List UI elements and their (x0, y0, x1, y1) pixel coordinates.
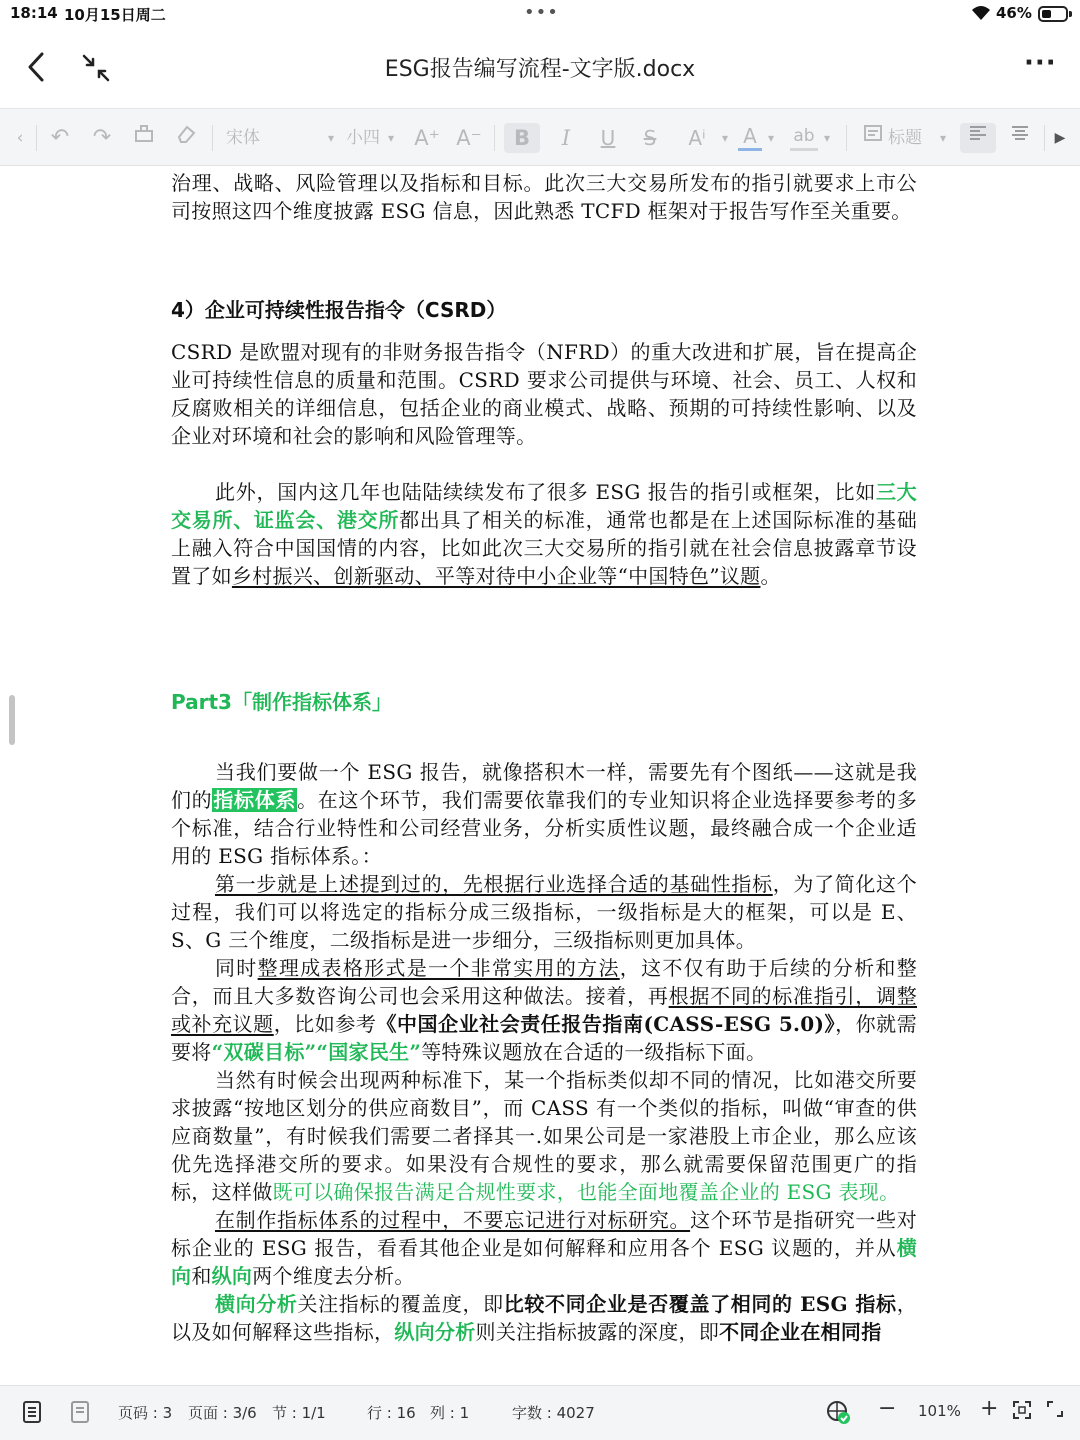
more-options-icon[interactable]: ··· (1024, 48, 1057, 78)
page-code: 页码 : 3 (118, 1404, 173, 1422)
text-effect-icon[interactable]: Aⁱ (688, 126, 706, 150)
align-left-icon[interactable] (960, 123, 996, 153)
bold-icon[interactable]: B (504, 123, 540, 153)
column-indicator: 列 : 1 (430, 1404, 470, 1422)
heading-csrd: 4）企业可持续性报告指令（CSRD） (171, 298, 507, 322)
paragraph-tcfd: 治理、战略、风险管理以及指标和目标。此次三大交易所发布的指引就要求上市公司按照这四个维度披露 ESG 信息，因此熟悉 TCFD 框架对于报告写作至关重要。 (171, 171, 917, 223)
eraser-icon[interactable] (172, 123, 200, 153)
globe-check-icon[interactable] (826, 1400, 852, 1430)
outline-icon[interactable] (22, 1400, 42, 1428)
style-select[interactable]: 标题 (888, 128, 922, 148)
status-date: 10月15日周二 (64, 6, 166, 24)
battery-percent: 46% (996, 4, 1032, 22)
battery-icon (1038, 6, 1068, 22)
document-title: ESG报告编写流程-文字版.docx (384, 57, 696, 82)
style-icon[interactable] (862, 123, 884, 153)
back-icon[interactable] (22, 50, 52, 84)
page-view-icon[interactable] (70, 1400, 90, 1428)
italic-icon[interactable]: I (561, 126, 571, 150)
highlighted-indicator-system: 指标体系 (213, 788, 297, 812)
status-time: 18:14 (10, 4, 58, 22)
highlight-icon[interactable]: ab (790, 123, 818, 151)
align-center-icon[interactable] (1006, 123, 1034, 153)
scroll-right-icon[interactable]: ▶ (1054, 130, 1066, 146)
page-indicator: 页面 : 3/6 (188, 1404, 257, 1422)
document-page (0, 167, 1080, 1385)
font-size-select[interactable]: 小四 (346, 128, 380, 148)
redo-icon[interactable]: ↷ (92, 125, 112, 150)
zoom-in-icon[interactable]: + (980, 1396, 999, 1421)
undo-icon[interactable]: ↶ (50, 125, 70, 150)
increase-font-icon[interactable]: A⁺ (414, 126, 440, 150)
highlight-exchanges: 三大交易所、证监会、港交所 (171, 480, 917, 532)
zoom-level: 101% (918, 1402, 961, 1420)
multitask-dots-icon[interactable]: ••• (524, 2, 559, 23)
highlight-dropdown-icon[interactable]: ▾ (823, 131, 831, 145)
font-color-dropdown-icon[interactable]: ▾ (767, 131, 775, 145)
wifi-icon (970, 4, 992, 26)
font-color-icon[interactable]: A (738, 123, 762, 151)
text-effect-dropdown-icon[interactable]: ▾ (721, 131, 729, 145)
format-toolbar (0, 108, 1080, 166)
status-bottom-bar (0, 1385, 1080, 1440)
collapse-icon[interactable] (80, 52, 112, 84)
font-size-dropdown-icon[interactable]: ▾ (387, 131, 395, 145)
part3-heading: Part3「制作指标体系」 (171, 690, 392, 714)
zoom-out-icon[interactable]: − (878, 1396, 897, 1421)
style-dropdown-icon[interactable]: ▾ (939, 131, 947, 145)
fit-screen-icon[interactable] (1012, 1400, 1032, 1424)
document-area[interactable] (0, 167, 1080, 1385)
word-count: 字数 : 4027 (512, 1404, 595, 1422)
format-painter-icon[interactable] (130, 123, 158, 153)
line-indicator: 行 : 16 (367, 1404, 416, 1422)
underline-icon[interactable]: U (600, 126, 616, 150)
font-name-dropdown-icon[interactable]: ▾ (327, 131, 335, 145)
title-bar (0, 28, 1080, 106)
paragraph-domestic: 此外，国内这几年也陆陆续续发布了很多 ESG 报告的指引或框架，比如三大交易所、证监会、港交所都出具了相关的标准，通常也都是在上述国际标准的基础上融入符合中国国情的内容，比如此次三大交易所的指引就在社会信息披露章节设置了如乡村振兴、创新驱动、平等对待中小企业等“中国特色”议题。 (171, 480, 917, 588)
vertical-scrollbar[interactable] (9, 695, 15, 745)
paragraph-indicator-system: 当我们要做一个 ESG 报告，就像搭积木一样，需要先有个图纸——这就是我们的指标体系。在这个环节，我们需要依靠我们的专业知识将企业选择要参考的多个标准，结合行业特性和公司经营业务，分析实质性议题，最终融合成一个企业适用的 ESG 指标体系。： 第一步就是上述提到过的，先根据行业选择合适的基础性指标，为了简化这个过程，我们可以将选定的指标分成三级指标，一级指标是大的框架，可以是 E、S、G 三个维度，二级指标是进一步细分，三级指标则更加具体。 同时整理成表格形式是一个非常实用的方法，这不仅有助于后续的分析和整合，而且大多数咨询公司也会采用这种做法。接着，再根据不同的标准指引，调整或补充议题，比如参考《中国企业社会责任报告指南(CASS-ESG 5.0)》，你就需要将“双碳目标”“国家民生”等特殊议题放在合适的一级指标下面。 当然有时候会出现两种标准下，某一个指标类似却不同的情况，比如港交所要求披露“按地区划分的供应商数目”，而 CASS 有一个类似的指标，叫做“审查的供应商数量”，有时候我们需要二者择其一.如果公司是一家港股上市企业，那么应该优先选择港交所的要求。如果没有合规性的要求，那么就需要保留范围更广的指标，这样做既可以确保报告满足合规性要求，也能全面地覆盖企业的 ESG 表现。 在制作指标体系的过程中，不要忘记进行对标研究。这个环节是指研究一些对标企业的 ESG 报告，看看其他企业是如何解释和应用各个 ESG 议题的，并从横向和纵向两个维度去分析。 横向分析关注指标的覆盖度，即比较不同企业是否覆盖了相同的 ESG 指标，以及如何解释这些指标，纵向分析则关注指标披露的深度，即不同企业在相同指 (171, 760, 918, 1344)
underlined-topics: 乡村振兴、创新驱动、平等对待中小企业等“中国特色”议题 (231, 564, 761, 588)
strikethrough-icon[interactable]: S (643, 126, 657, 150)
fullscreen-icon[interactable] (1046, 1400, 1064, 1422)
scroll-left-icon[interactable]: ‹ (16, 128, 24, 148)
decrease-font-icon[interactable]: A⁻ (456, 126, 482, 150)
section-indicator: 节 : 1/1 (272, 1404, 326, 1422)
font-name-select[interactable]: 宋体 (226, 128, 260, 148)
paragraph-csrd: CSRD 是欧盟对现有的非财务报告指令（NFRD）的重大改进和扩展，旨在提高企业可持续性信息的质量和范围。CSRD 要求公司提供与环境、社会、员工、人权和反腐败相关的详细信息，包括企业的商业模式、战略、预期的可持续性影响、以及企业对环境和社会的影响和风险管理等。 (171, 340, 917, 448)
status-bar (0, 0, 1080, 28)
